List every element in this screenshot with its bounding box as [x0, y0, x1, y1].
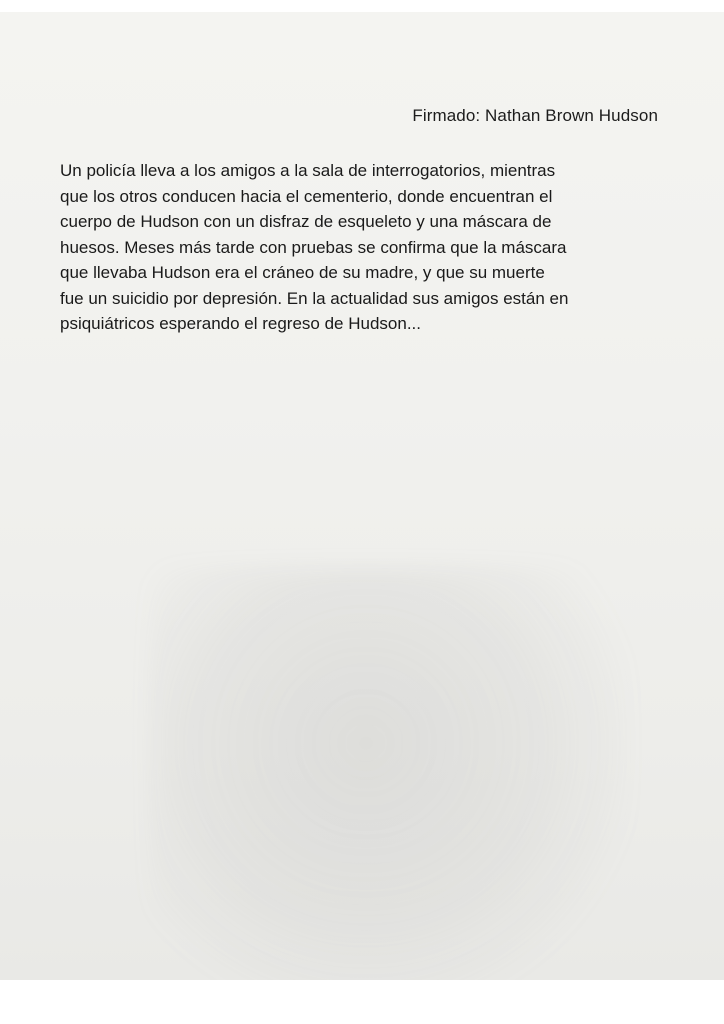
- paragraph-line: que llevaba Hudson era el cráneo de su madre, y que su muerte: [60, 263, 545, 282]
- photo-shadow: [150, 567, 630, 980]
- paragraph-line: fue un suicidio por depresión. En la actualidad sus amigos están en: [60, 288, 569, 308]
- paragraph-line: cuerpo de Hudson con un disfraz de esqueleto y una máscara de: [60, 212, 552, 231]
- paragraph-line: psiquiátricos esperando el regreso de Hudson...: [60, 314, 421, 333]
- paragraph-line: Un policía lleva a los amigos a la sala de interrogatorios, mientras: [60, 161, 556, 180]
- paragraph-line: huesos. Meses más tarde con pruebas se confirma que la máscara: [60, 237, 567, 257]
- body-paragraph: [60, 158, 672, 337]
- paper-sheet: [0, 12, 724, 980]
- signature-line: Firmado: Nathan Brown Hudson: [412, 106, 658, 125]
- paragraph-line: que los otros conducen hacia el cementerio, donde encuentran el: [60, 186, 553, 206]
